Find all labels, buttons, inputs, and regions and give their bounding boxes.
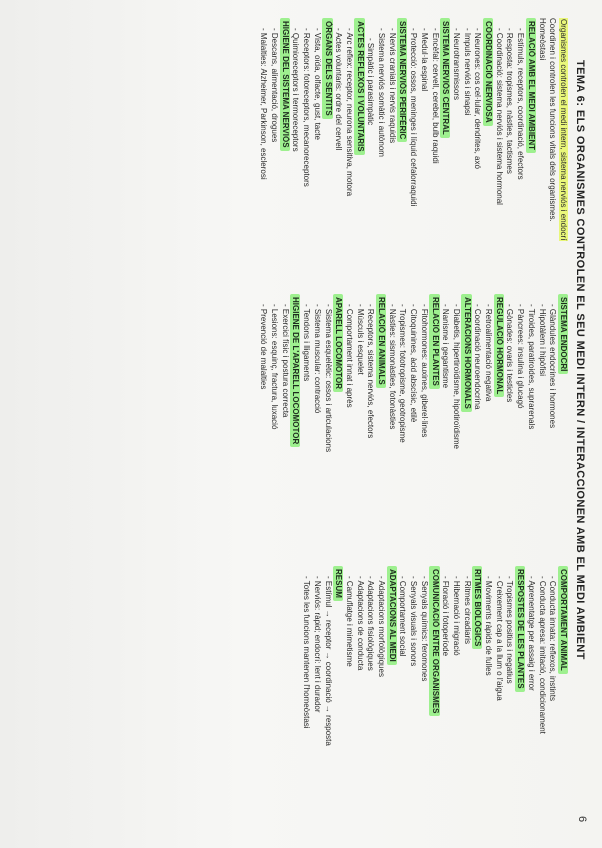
text-line: - Nàsties: sismonàsties, fotonàsties	[387, 304, 397, 430]
column-2	[8, 294, 568, 556]
text-line: - Senyals visuals i sonors	[409, 576, 419, 667]
text-line: - Receptors, sistema nerviós, efectors	[366, 304, 376, 439]
text-line: - Glàndules endocrines i hormones	[548, 304, 558, 429]
text-line: - Retroalimentació negativa	[484, 304, 494, 402]
heading-highlight: ALTERACIONS HORMONALS	[461, 294, 471, 412]
section-heading	[472, 566, 482, 828]
text-line: Homeòstasi	[537, 18, 547, 61]
text-line: - Encèfal: cervell, cerebel, bulb raquidi	[430, 28, 440, 164]
heading-highlight: RELACIÓ EN PLANTES	[429, 294, 439, 389]
heading-highlight: SISTEMA NERVIÓS CENTRAL	[440, 18, 450, 138]
section-heading	[526, 18, 536, 280]
text-line: - Hibernació i migració	[451, 576, 461, 656]
text-line: - Descans, alimentació, drogues	[270, 28, 280, 143]
heading-highlight: ADAPTACIONS AL MEDI	[387, 566, 397, 665]
text-line: - Comportament social	[398, 576, 408, 657]
section-heading	[429, 566, 439, 828]
section-heading	[333, 566, 343, 828]
text-line: - Conducta innata: reflexos, instints	[548, 576, 558, 701]
heading-highlight: COMUNICACIÓ ENTRE ORGANISMES	[429, 566, 439, 716]
heading-highlight: COORDINACIÓ NERVIOSA	[483, 18, 493, 126]
section-heading	[387, 566, 397, 828]
heading-highlight: RELACIÓ EN ANIMALS	[376, 294, 386, 388]
text-line: - Aprenentatge per assaig i error	[526, 576, 536, 691]
text-line: - Neurotransmissors	[451, 28, 461, 101]
section-heading	[440, 18, 450, 280]
text-line: - Estímul → receptor → coordinació → resposta	[323, 576, 333, 746]
column-1	[8, 18, 568, 280]
text-line: - Sistema esquelètic: ossos i articulacions	[323, 304, 333, 453]
heading-highlight: SISTEMA NERVIÓS PERIFÈRIC	[397, 18, 407, 142]
heading-highlight: ÒRGANS DELS SENTITS	[322, 18, 332, 119]
text-line: - Ritmes circadiaris	[462, 576, 472, 645]
section-heading	[280, 18, 290, 280]
text-line: - Sistema muscular: contracció	[312, 304, 322, 414]
text-line: - Tropismes: fototropisme, geotropisme	[398, 304, 408, 443]
text-line: - Senyals químics: feromones	[419, 576, 429, 682]
section-heading	[376, 294, 386, 556]
section-heading	[515, 566, 525, 828]
text-line: - Tiroides, paratiroides, suprarenals	[526, 304, 536, 430]
section-heading	[354, 18, 364, 280]
text-line: - Coordinació: sistema nerviós i sistema hormonal	[494, 28, 504, 205]
text-line: - Nerviós: ràpid; endocrí: lent i durador	[312, 576, 322, 713]
text-line: - Hipotàlem i hipòfisi	[537, 304, 547, 377]
section-heading	[290, 294, 300, 556]
page-title: TEMA 6: ELS ORGANISMES CONTROLEN EL SEU MEDI INTERN / INTERACCIONEN AMB EL MEDI AMBIENT	[574, 60, 586, 660]
text-line: - Receptors: fotoreceptors, mecanoreceptors	[302, 28, 312, 187]
text-line: - Estímuls, receptors, coordinació, efectors	[516, 28, 526, 180]
heading-highlight: RESUM	[333, 566, 343, 601]
text-line: - Adaptacions fisiològiques	[366, 576, 376, 671]
text-line: - Diabetis, hipertiroïdisme, hipotiroïdisme	[451, 304, 461, 449]
section-heading	[429, 294, 439, 556]
text-line: - Totes les funcions mantenen l'homeòstasi	[302, 576, 312, 729]
text-line: Coordinen i controlen les funcions vitals dels organismes.	[548, 18, 558, 222]
text-line: - Gònades: ovaris i testicles	[505, 304, 515, 403]
text-line: - Tropismes positius i negatius	[505, 576, 515, 684]
text-line: - Conducta apresa: imitació, condicionament	[537, 576, 547, 734]
text-line: - Floració i fotoperíode	[441, 576, 451, 657]
text-line: - Arc reflex: receptor, neurona sensitiva, motora	[344, 28, 354, 197]
text-line: - Protecció: ossos, meninges i líquid cefalorraquidi	[409, 28, 419, 207]
page-number: 6	[576, 816, 588, 823]
text-line	[558, 18, 568, 280]
section-heading	[558, 566, 568, 828]
section-heading	[461, 294, 471, 556]
section-heading	[558, 294, 568, 556]
heading-highlight: ACTES REFLEXOS I VOLUNTARIS	[354, 18, 364, 155]
text-line: - Simpàtic i parasimpàtic	[366, 38, 376, 126]
text-line: - Prevenció de malalties	[259, 304, 269, 390]
heading-highlight: HIGIENE DEL SISTEMA NERVIÓS	[280, 18, 290, 151]
text-line: - Camuflatge i mimetisme	[344, 576, 354, 667]
text-line: - Coordinació neuroendocrina	[473, 304, 483, 410]
text-line: - Adaptacions de conducta	[355, 576, 365, 671]
text-line: - Comportament innat i après	[344, 304, 354, 408]
heading-highlight: RITMES BIOLÒGICS	[472, 566, 482, 649]
text-line: - Creixement cap a la llum o l'aigua	[494, 576, 504, 701]
heading-highlight: RESPOSTES DE LES PLANTES	[515, 566, 525, 692]
text-line: - Adaptacions morfològiques	[377, 576, 387, 677]
text-line: - Lesions: esquinç, fractura, luxació	[270, 304, 280, 430]
text-line: - Actes voluntaris: ordre del cervell	[334, 28, 344, 151]
heading-highlight: HIGIENE DE L'APARELL LOCOMOTOR	[290, 294, 300, 447]
text-line: - Resposta: tropismes, nàsties, tactismes	[505, 28, 515, 174]
text-line: - Quimioreceptors i termoreceptors	[291, 28, 301, 152]
heading-highlight: RELACIÓ AMB EL MEDI AMBIENT	[526, 18, 536, 153]
text-line: - Músculs i esquelet	[355, 304, 365, 375]
text-line: - Pàncrees: insulina i glucagó	[516, 304, 526, 409]
text-line: - Sistema nerviós somàtic i autònom	[377, 28, 387, 157]
text-line: - Fitohormones: auxines, giberel·lines	[419, 304, 429, 438]
section-heading	[397, 18, 407, 280]
heading-highlight: APARELL LOCOMOTOR	[333, 294, 343, 392]
text-line: - Tendons i lligaments	[302, 304, 312, 382]
text-line: - Citoquinines, àcid abscísic, etilè	[409, 304, 419, 423]
text-line: - Nervis cranials i nervis raquidis	[387, 28, 397, 144]
text-line: - Vista, oïda, olfacte, gust, tacte	[312, 28, 322, 140]
text-line: - Medul·la espinal	[419, 28, 429, 92]
section-heading	[494, 294, 504, 556]
section-heading	[483, 18, 493, 280]
highlighted-text: Organismes controlen el medi intern, sistema nerviós i endocrí	[559, 19, 568, 241]
section-heading	[322, 18, 332, 280]
section-heading	[333, 294, 343, 556]
heading-highlight: COMPORTAMENT ANIMAL	[558, 566, 568, 674]
text-line: - Neurones: cos cel·lular, dendrites, axó	[473, 28, 483, 169]
heading-highlight: REGULACIÓ HORMONAL	[494, 294, 504, 397]
text-line: - Malalties: Alzheimer, Parkinson, esclerosi	[259, 28, 269, 180]
column-3	[8, 566, 568, 828]
text-line: - Exercici físic i postura correcta	[280, 304, 290, 418]
text-line: - Nanisme i gegantisme	[441, 304, 451, 389]
text-line: - Moviments ràpids de fulles	[484, 576, 494, 676]
heading-highlight: SISTEMA ENDOCRÍ	[558, 294, 568, 374]
text-line: - Impuls nerviós i sinapsi	[462, 28, 472, 116]
